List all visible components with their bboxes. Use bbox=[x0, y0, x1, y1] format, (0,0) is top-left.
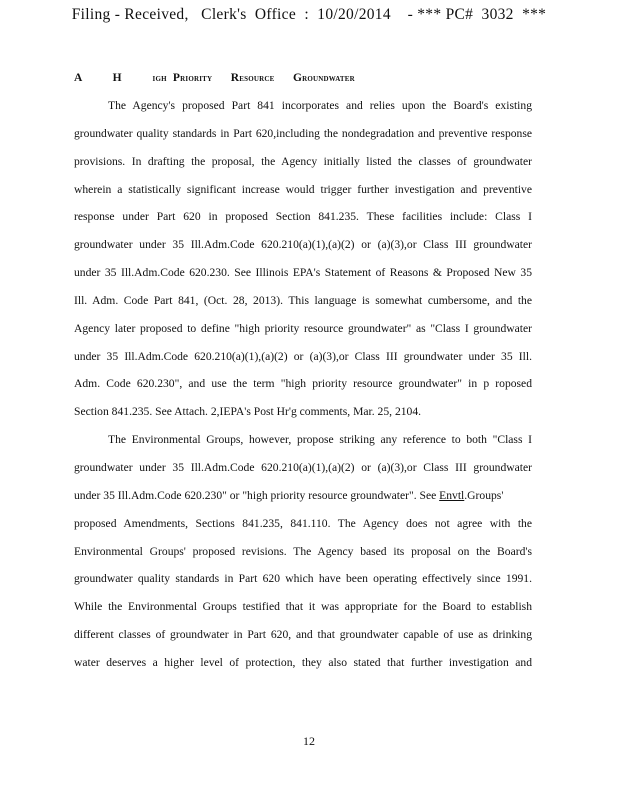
heading-p: P bbox=[172, 72, 181, 84]
text-line: groundwater under 35 Ill.Adm.Code 620.210(a)(1),(a)(2) or (a)(3),or Class III groundwater bbox=[74, 460, 532, 474]
text-line: wherein a statistically significant increase would trigger further investigation and preventive bbox=[74, 182, 532, 196]
text-line-with-citation bbox=[74, 486, 532, 514]
text-line: provisions. In drafting the proposal, the Agency initially listed the classes of groundwater bbox=[74, 154, 532, 168]
text-line: groundwater under 35 Ill.Adm.Code 620.210(a)(1),(a)(2) or (a)(3),or Class III groundwater bbox=[74, 238, 532, 252]
heading-h: H bbox=[112, 72, 122, 84]
text-line: under 35 Ill.Adm.Code 620.210(a)(1),(a)(2) or (a)(3),or Class III groundwater under 35 Ill. bbox=[74, 349, 532, 363]
text-line: The Environmental Groups, however, propose striking any reference to both "Class I bbox=[108, 433, 532, 447]
heading-esource: ESOURCE bbox=[239, 75, 275, 83]
text-line: water deserves a higher level of protection, they also stated that further investigation and bbox=[74, 655, 532, 669]
section-heading bbox=[74, 72, 355, 84]
underlined-citation: Envtl bbox=[439, 488, 465, 502]
text-line: Adm. Code 620.230", and use the term "high priority resource groundwater" in p roposed bbox=[74, 377, 532, 391]
text-line: While the Environmental Groups testified that it was appropriate for the Board to establish bbox=[74, 600, 532, 614]
heading-g: G bbox=[292, 72, 303, 84]
text-line: Agency later proposed to define "high priority resource groundwater" as "Class I groundwater bbox=[74, 321, 532, 335]
heading-letter: A bbox=[74, 72, 82, 84]
text-line: response under Part 620 in proposed Section 841.235. These facilities include: Class I bbox=[74, 210, 532, 224]
heading-roundwater: ROUNDWATER bbox=[302, 75, 355, 83]
text-segment: .Groups' bbox=[464, 488, 504, 502]
text-line: Environmental Groups' proposed revisions. The Agency based its proposal on the Board's bbox=[74, 544, 532, 558]
text-segment: under 35 Ill.Adm.Code 620.230" or "high priority resource groundwater". See bbox=[74, 488, 440, 502]
heading-r: R bbox=[230, 72, 240, 84]
text-line: proposed Amendments, Sections 841.235, 841.110. The Agency does not agree with the bbox=[74, 516, 532, 530]
text-line: The Agency's proposed Part 841 incorporates and relies upon the Board's existing bbox=[108, 99, 532, 112]
text-line: under 35 Ill.Adm.Code 620.230. See Illinois EPA's Statement of Reasons & Proposed New 35 bbox=[74, 266, 532, 280]
text-line: different classes of groundwater in Part 620, and that groundwater capable of use as drinking bbox=[74, 628, 532, 642]
page-number: 12 bbox=[303, 734, 315, 748]
text-line: Ill. Adm. Code Part 841, (Oct. 28, 2013). This language is somewhat cumbersome, and the bbox=[74, 293, 532, 307]
text-line: groundwater quality standards in Part 620 which have been operating effectively since 1991. bbox=[74, 572, 532, 586]
document-body bbox=[74, 96, 532, 681]
heading-igh: IGH bbox=[152, 75, 167, 83]
heading-riority: RIORITY bbox=[180, 75, 213, 83]
text-line: groundwater quality standards in Part 620,including the nondegradation and preventive response bbox=[74, 126, 532, 140]
filing-stamp-header: Filing - Received, Clerk's Office : 10/20/2014 - *** PC# 3032 *** bbox=[71, 6, 547, 23]
text-line: Section 841.235. See Attach. 2,IEPA's Post Hr'g comments, Mar. 25, 2104. bbox=[74, 405, 422, 419]
